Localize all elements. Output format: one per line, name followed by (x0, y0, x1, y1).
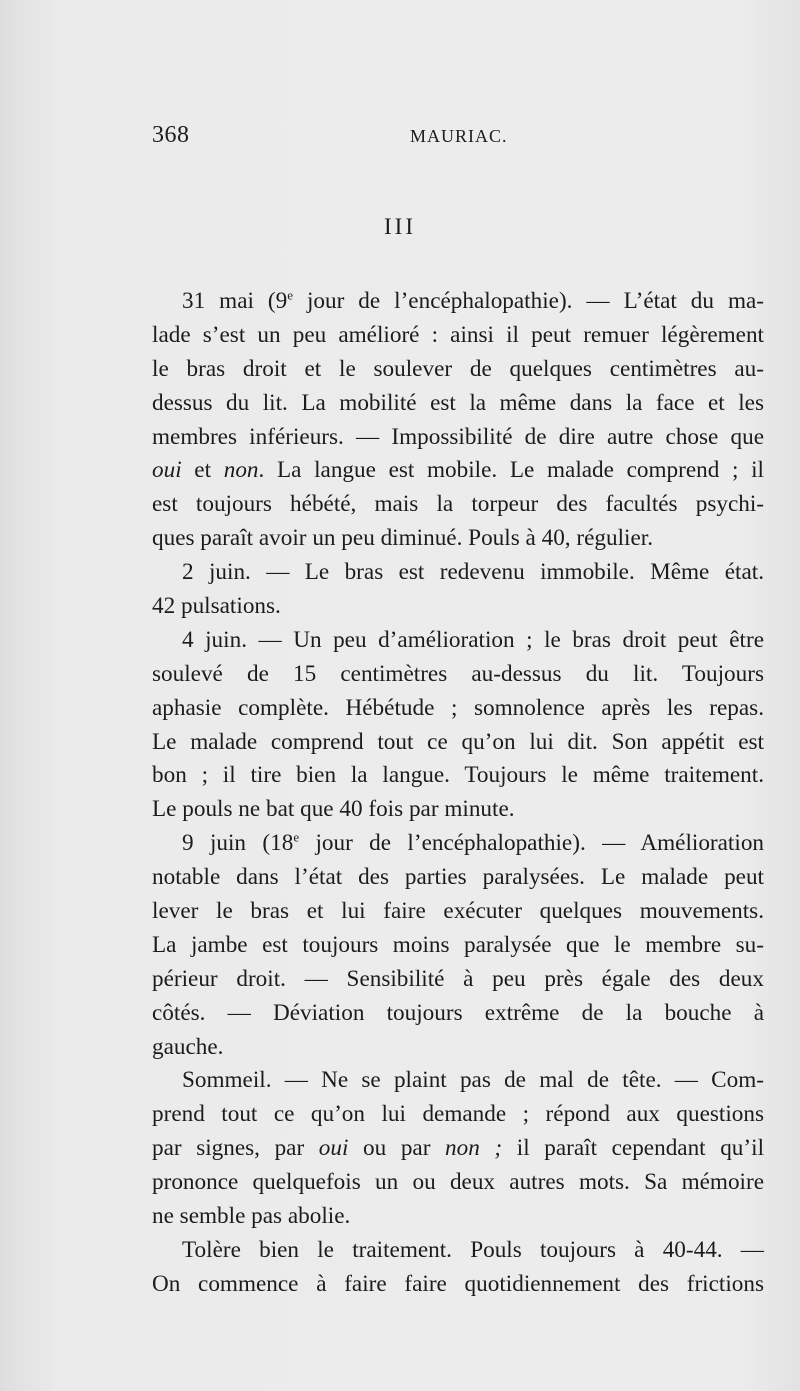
text-line: prononce quelquefois un ou deux autres mots. Sa mémoire (152, 1169, 764, 1196)
text-line: bon ; il tire bien la langue. Toujours le même traitement. (152, 762, 764, 789)
running-head: MAURIAC. (410, 126, 508, 146)
text-line: notable dans l’état des parties paralysées. Le malade peut (152, 864, 764, 891)
text-line: par signes, par oui ou par non ; il paraît cependant qu’il (152, 1135, 765, 1162)
text-line: soulevé de 15 centimètres au-dessus du lit. Toujours (152, 660, 764, 687)
text-line: Tolère bien le traitement. Pouls toujours à 40-44. — (182, 1236, 764, 1263)
text-line: On commence à faire faire quotidiennement des frictions (152, 1270, 764, 1297)
text-line: membres inférieurs. — Impossibilité de dire autre chose que (152, 423, 764, 450)
text-line: Le pouls ne bat que 40 fois par minute. (152, 796, 515, 823)
text-line: 9 juin (18e jour de l’encéphalopathie). — Amélioration (182, 829, 765, 857)
text-line: 31 mai (9e jour de l’encéphalopathie). — L’état du ma- (182, 287, 764, 314)
text-line: 42 pulsations. (152, 593, 281, 620)
text-line: périeur droit. — Sensibilité à peu près égale des deux (152, 965, 764, 992)
page-header (152, 122, 762, 156)
text-line: lade s’est un peu amélioré : ainsi il peut remuer légèrement (152, 321, 764, 348)
text-line: Sommeil. — Ne se plaint pas de mal de tête. — Com- (182, 1067, 764, 1094)
text-line: prend tout ce qu’on lui demande ; répond aux questions (152, 1101, 764, 1128)
page-number: 368 (152, 122, 190, 148)
text-line: le bras droit et le soulever de quelques centimètres au- (152, 355, 764, 382)
section-numeral: III (384, 214, 416, 239)
text-line: aphasie complète. Hébétude ; somnolence après les repas. (152, 694, 764, 721)
body-text (152, 285, 764, 1302)
text-line: oui et non. La langue est mobile. Le malade comprend ; il (152, 457, 764, 484)
text-line: ques paraît avoir un peu diminué. Pouls à 40, régulier. (152, 525, 653, 552)
text-line: côtés. — Déviation toujours extrême de la bouche à (152, 999, 764, 1026)
text-line: ne semble pas abolie. (152, 1203, 351, 1230)
text-line: gauche. (152, 1033, 224, 1060)
text-line: dessus du lit. La mobilité est la même dans la face et les (152, 389, 764, 416)
text-line: lever le bras et lui faire exécuter quelques mouvements. (152, 898, 764, 925)
text-line: La jambe est toujours moins paralysée que le membre su- (152, 931, 764, 958)
text-line: Le malade comprend tout ce qu’on lui dit. Son appétit est (152, 728, 764, 755)
text-line: 4 juin. — Un peu d’amélioration ; le bras droit peut être (182, 626, 764, 653)
text-line: 2 juin. — Le bras est redevenu immobile. Même état. (182, 559, 764, 586)
text-line: est toujours hébété, mais la torpeur des facultés psychi- (152, 491, 764, 518)
